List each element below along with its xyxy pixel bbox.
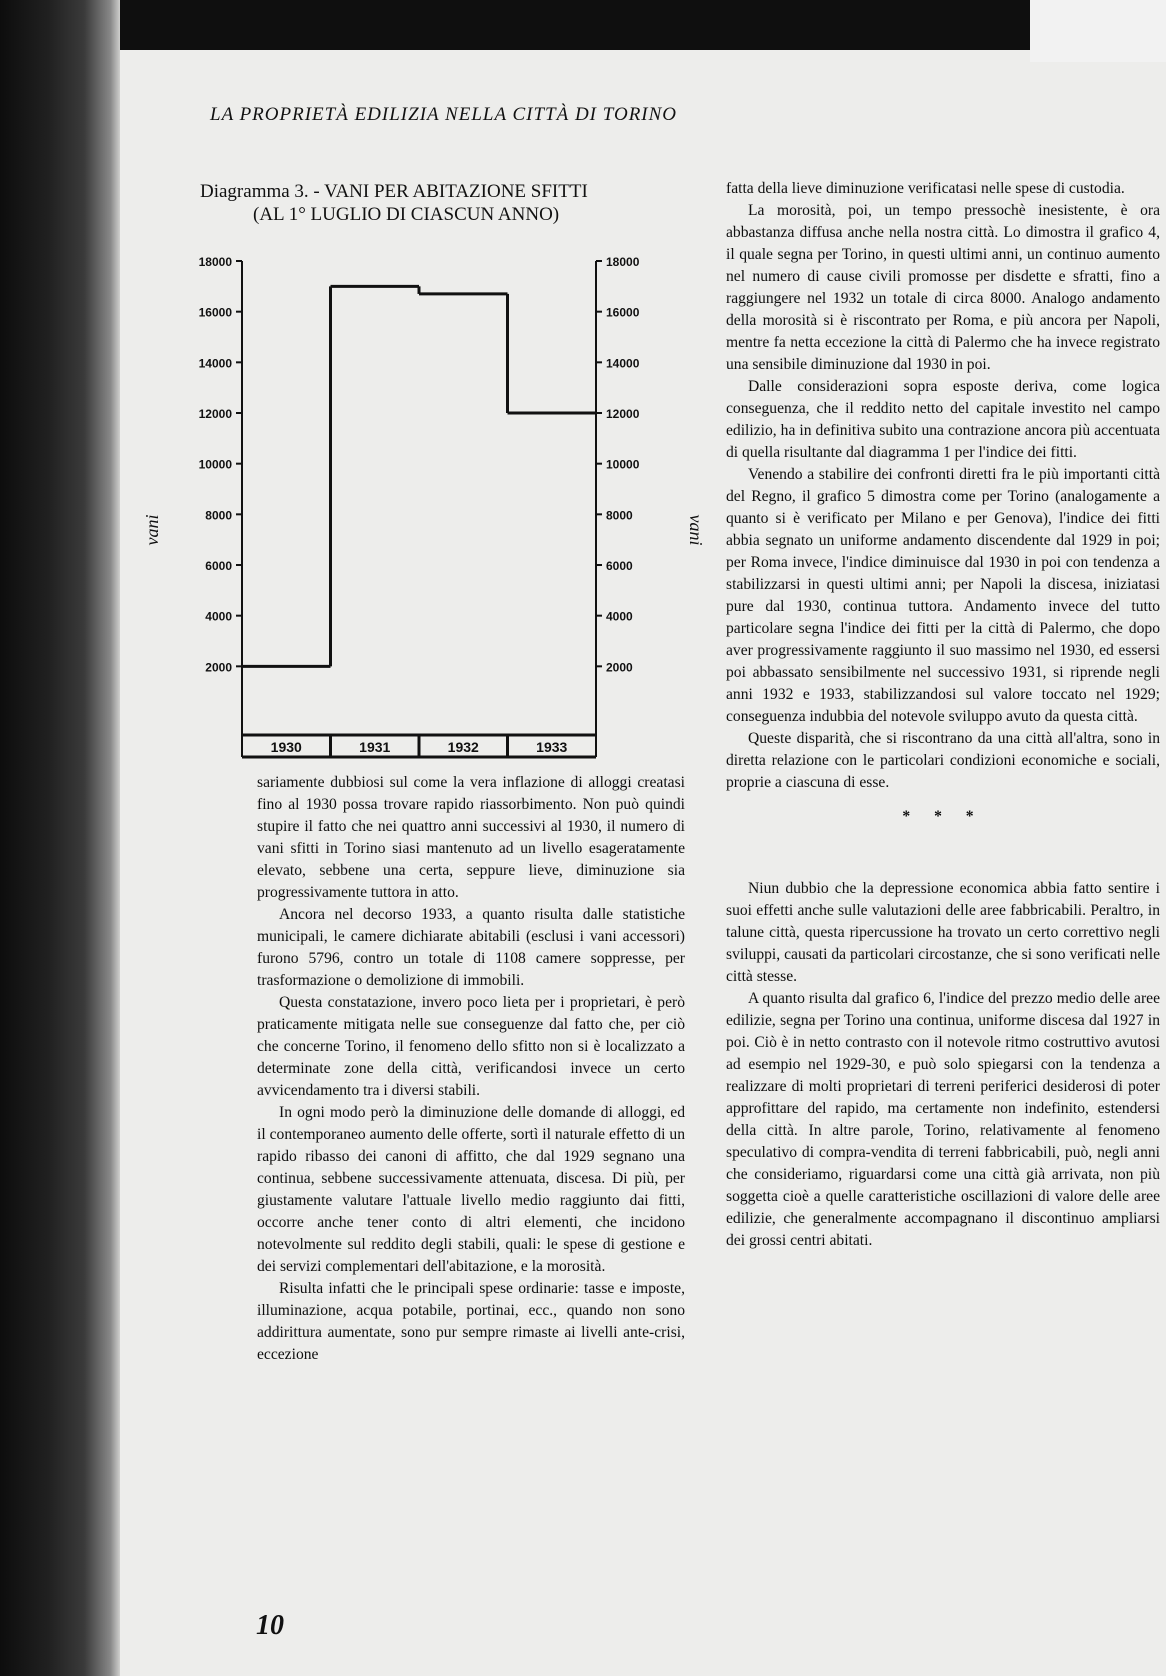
paragraph: A quanto risulta dal grafico 6, l'indice del prezzo medio delle aree edilizie, segna per Torino una continua, uniforme discesa dal 1927 in poi. Ciò è in netto contrasto con il notevole ritmo costruttivo avutosi ad esempio nel 1929-30, e può solo spiegarsi con la tendenza a realizzare di molti proprietari di terreni periferici desiderosi di poter approfittare del rapido, ma certamente non indefinito, estendersi della città. In altre parole, Torino, relativamente al fenomeno speculativo di compra-vendita di terreni fabbricabili, può, negli anni che consideriamo, riguardarsi come una città già arrivata, non più soggetta cioè a quelle caratteristiche oscillazioni di valore delle aree edilizie, che generalmente accompagnano il discontinuo ampliarsi dei grossi centri abitati. [726, 990, 1160, 1249]
y-axis-label-left: vani [142, 514, 162, 546]
y-tick-label-left: 2000 [205, 660, 232, 675]
paragraph: Risulta infatti che le principali spese ordinarie: tasse e imposte, illuminazione, acqua potabile, portinai, ecc., quando non sono addirittura aumentate, sono pur sempre rimaste ai livelli ante-crisi, eccezione [257, 1280, 685, 1363]
figure-title-line2: (AL 1° LUGLIO DI CIASCUN ANNO) [253, 204, 560, 225]
chart-frame [242, 261, 596, 757]
paragraph: Ancora nel decorso 1933, a quanto risulta dalle statistiche municipali, le camere dichiarate abitabili (esclusi i vani accessori) furono 5796, contro un totale di 1108 camere soppresse, per trasformazione o demolizione di immobili. [257, 906, 685, 989]
y-tick-label-right: 16000 [606, 305, 640, 320]
figure-title [200, 180, 588, 226]
paragraph: fatta della lieve diminuzione verificatasi nelle spese di custodia. [726, 180, 1125, 197]
y-tick-label-left: 6000 [205, 559, 232, 573]
y-tick-label-left: 8000 [205, 508, 232, 523]
section-separator: * * * [902, 808, 984, 825]
paragraph: Queste disparità, che si riscontrano da una città all'altra, sono in diretta relazione con le particolari condizioni economiche e sociali, proprie a ciascuna di esse. [726, 730, 1160, 791]
y-tick-label-left: 12000 [198, 407, 232, 421]
running-header: LA PROPRIETÀ EDILIZIA NELLA CITTÀ DI TORINO [210, 104, 678, 125]
paragraph: sariamente dubbiosi sul come la vera inflazione di alloggi creatasi fino al 1930 possa trovare rapido riassorbimento. Non può quindi stupire il fatto che nei quattro anni successivi al 1930, il numero di vani sfitti in Torino siasi mantenuto ad un livello esageratamente elevato, sebbene una certa, seppure lieve, diminuzione sia progressivamente tuttora in atto. [257, 774, 685, 901]
y-tick-label-right: 14000 [606, 356, 640, 371]
chart-ticks [199, 255, 640, 674]
y-tick-label-left: 14000 [198, 356, 232, 371]
y-tick-label-right: 12000 [606, 407, 640, 421]
paragraph: In ogni modo però la diminuzione delle domande di alloggi, ed il contemporaneo aumento delle offerte, sortì il naturale effetto di un rapido ribasso dei canoni di affitto, che dal 1929 segnano una continua, sebbene successivamente attenuata, discesa. Di più, per giustamente valutare l'attuale livello medio raggiunto dai fitti, occorre anche tener conto di altri elementi, che incidono notevolmente sul reddito degli stabili, quali: le spese di gestione e dei servizi complementari dell'abitazione, e la morosità. [257, 1104, 685, 1275]
y-tick-label-left: 4000 [205, 609, 232, 624]
y-tick-label-left: 18000 [198, 255, 232, 269]
paragraph: Venendo a stabilire dei confronti diretti fra le più importanti città del Regno, il grafico 5 dimostra come per Torino (analogamente a quanto si è verificato per Milano e per Genova), l'indice dei fitti abbia segnato un uniforme andamento discendente dal 1929 in poi; per Roma invece, l'indice diminuisce dal 1930 in poi con tendenza a stabilizzarsi in questi ultimi anni; per Napoli la discesa, iniziatasi pure dal 1930, continua tuttora. Andamento invece del tutto particolare segna l'indice dei fitti per la città di Palermo, che dopo aver progressivamente raggiunto il suo massimo nel 1930, ed essersi poi abbassato sensibilmente nel successivo 1931, si riprende negli anni 1932 e 1933, stabilizzandosi sul valore toccato nel 1929; conseguenza indubbia del notevole sviluppo avuto da questa città. [726, 466, 1160, 725]
y-tick-label-right: 18000 [606, 255, 640, 269]
y-tick-label-right: 8000 [606, 508, 633, 523]
paragraph: Questa constatazione, invero poco lieta per i proprietari, è però praticamente mitigata nelle sue conseguenze dal fatto che, per ciò che concerne Torino, il fenomeno dello sfitto non si è localizzato a determinate zone della città, verificandosi invece un certo avvicendamento tra i diversi stabili. [257, 994, 685, 1099]
chart-series [242, 286, 596, 666]
category-label: 1932 [447, 739, 479, 755]
category-label: 1930 [270, 739, 302, 755]
y-tick-label-right: 2000 [606, 660, 633, 675]
paragraph: Dalle considerazioni sopra esposte deriva, come logica conseguenza, che il reddito netto del capitale investito nel campo edilizio, ha in definitiva subito una contrazione ancora più accentuata di quella risultante dal diagramma 1 per l'indice dei fitti. [726, 378, 1160, 461]
page-corner-tab [1030, 0, 1166, 62]
left-column-text [257, 772, 685, 1366]
y-tick-label-right: 6000 [606, 559, 633, 573]
book-spine-shadow [0, 0, 120, 1676]
paragraph: Niun dubbio che la depressione economica abbia fatto sentire i suoi effetti anche sulle valutazioni delle aree fabbricabili. Peraltro, in talune città, questa ripercussione ha trovato un certo correttivo negli sviluppi, causati da particolari circostanze, che si sono verificati nelle città stesse. [726, 880, 1160, 985]
y-tick-label-right: 10000 [606, 457, 640, 472]
category-label: 1933 [536, 739, 568, 755]
right-column-text [726, 178, 1160, 1252]
paragraph: La morosità, poi, un tempo pressochè inesistente, è ora abbastanza diffusa anche nella nostra città. Lo dimostra il grafico 4, il quale segna per Torino, in questi ultimi anni, un continuo aumento nel numero di cause civili promosse per disdette e sfratti, fino a raggiungere nel 1932 un totale di circa 8000. Analogo andamento della morosità si è riscontrato per Roma, e più ancora per Napoli, mentre fa netta eccezione la città di Palermo che ha invece registrato una sensibile diminuzione dal 1930 in poi. [726, 202, 1160, 373]
y-tick-label-left: 10000 [198, 457, 232, 472]
y-axis-label-right: vani [686, 514, 706, 546]
scan-top-border [0, 0, 1166, 50]
category-label: 1931 [359, 739, 391, 755]
chart-categories [271, 735, 568, 757]
y-tick-label-left: 16000 [198, 305, 232, 320]
y-tick-label-right: 4000 [606, 609, 633, 624]
step-chart [142, 235, 710, 755]
page-number: 10 [256, 1610, 284, 1641]
figure-title-line1: Diagramma 3. - VANI PER ABITAZIONE SFITTI [200, 181, 588, 202]
